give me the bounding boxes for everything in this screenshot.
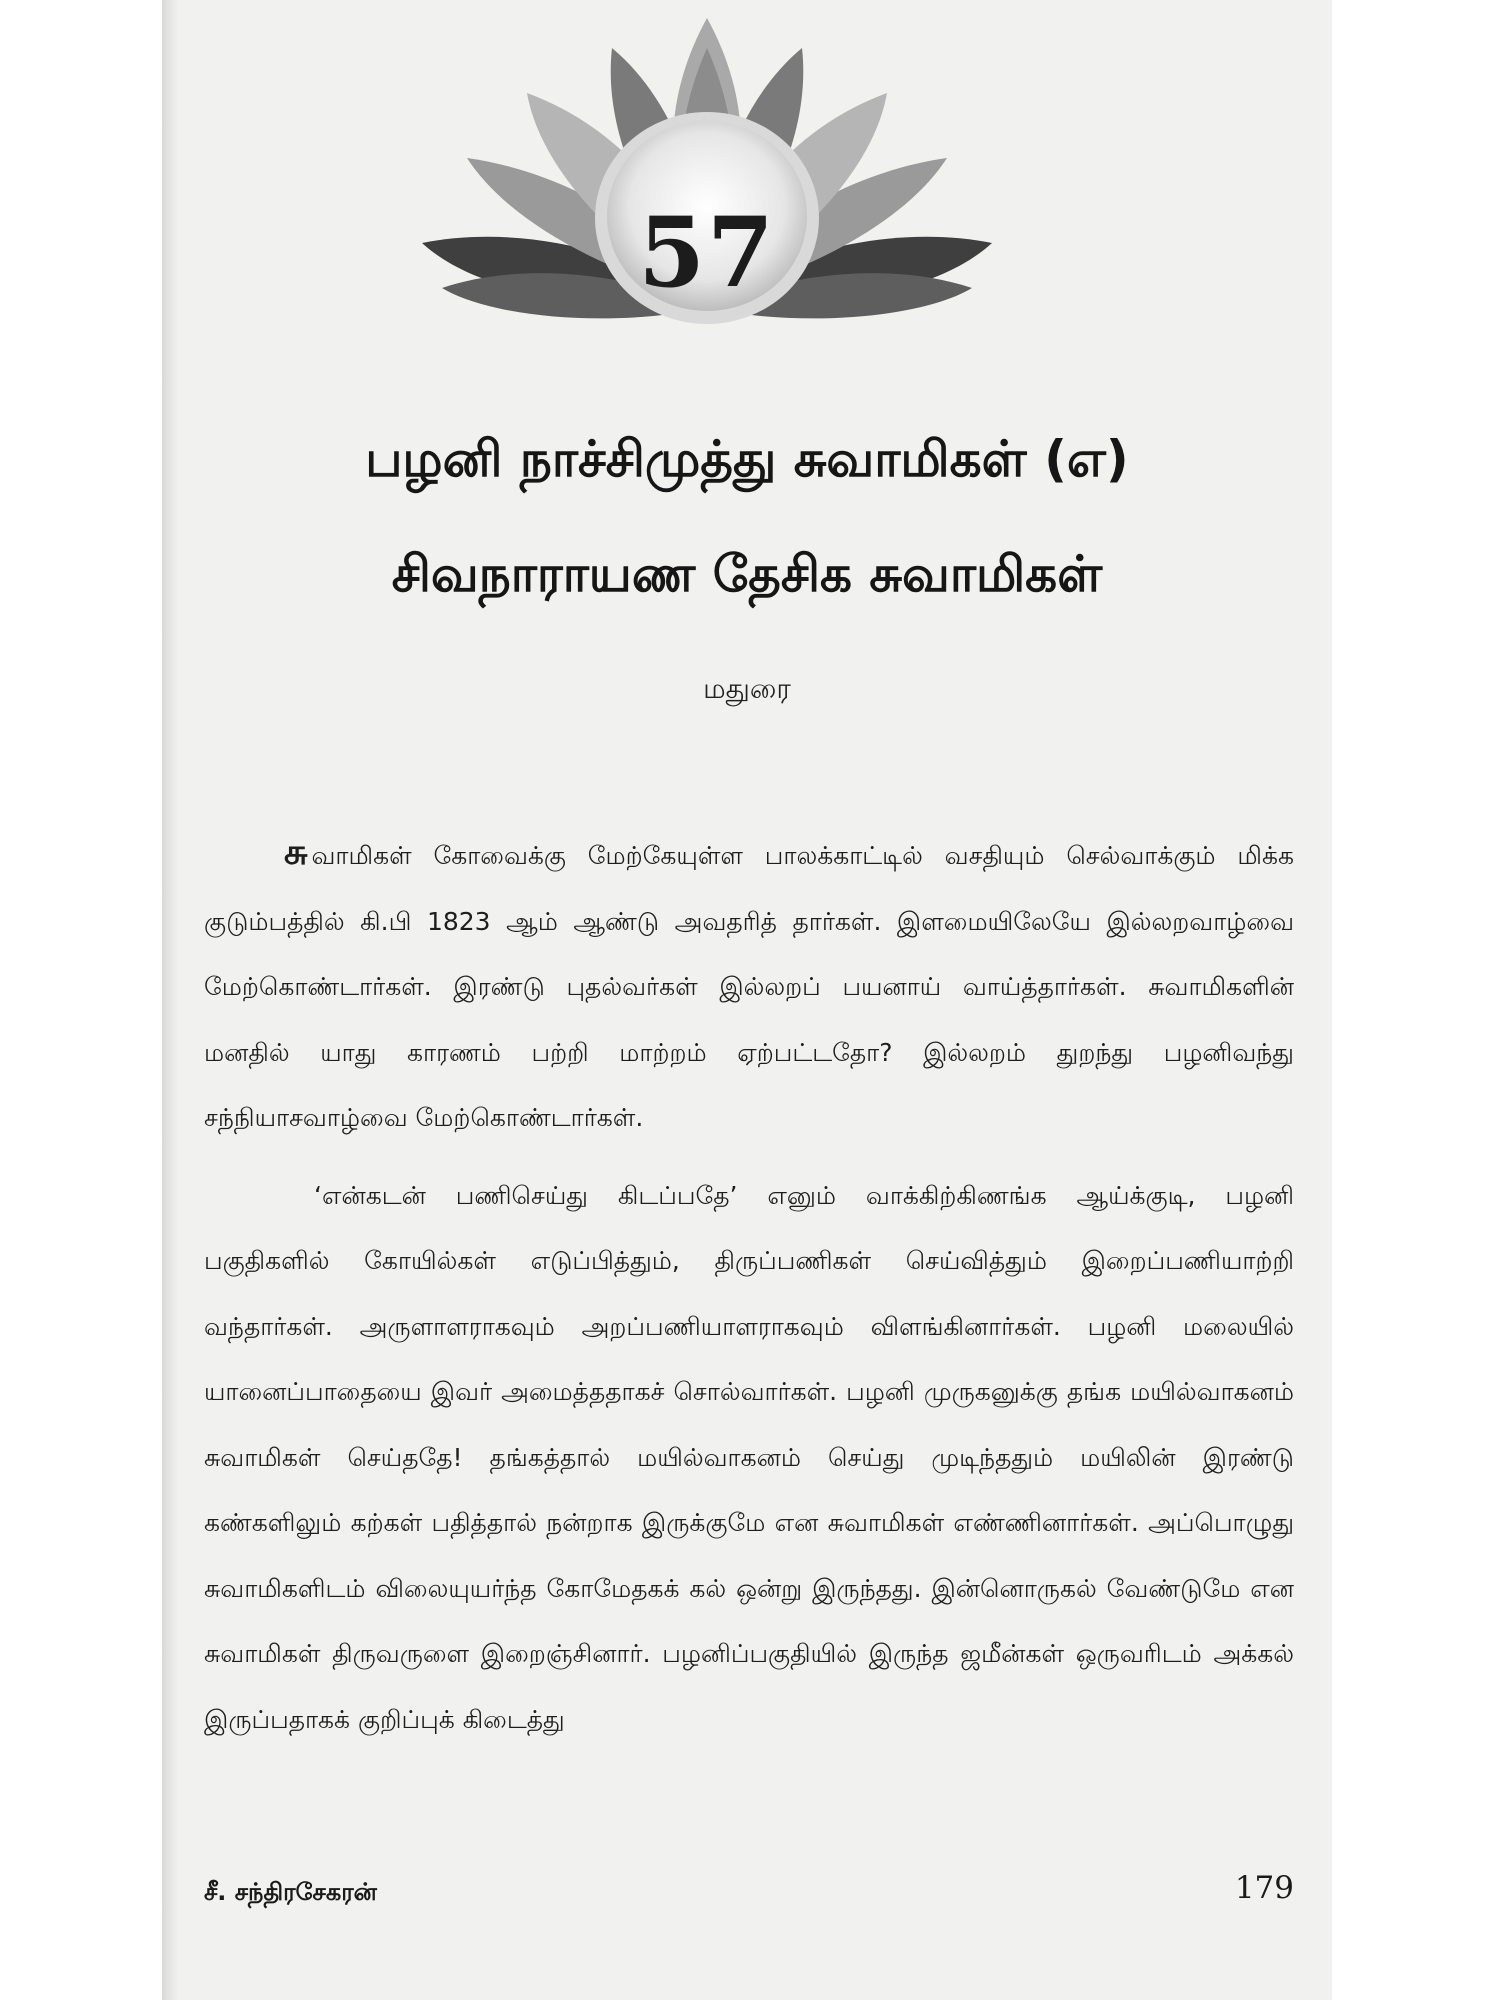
book-page	[162, 0, 1332, 2000]
lotus-icon	[422, 8, 992, 378]
paragraph-2-text: ‘என்கடன் பணிசெய்து கிடப்பதே’ எனும் வாக்கிற்கிணங்க ஆய்க்குடி, பழனி பகுதிகளில் கோயில்கள் எடுப்பித்தும், திருப்பணிகள் செய்வித்தும் இறைப்பணியாற்றி வந்தார்கள். அருளாளராகவும் அறப்பணியாளராகவும் விளங்கினார்கள். பழனி மலையில் யானைப்பாதையை இவர் அமைத்ததாகச் சொல்வார்கள். பழனி முருகனுக்கு தங்க மயில்வாகனம் சுவாமிகள் செய்ததே! தங்கத்தால் மயில்வாகனம் செய்து முடிந்ததும் மயிலின் இரண்டு கண்களிலும் கற்கள் பதித்தால் நன்றாக இருக்குமே என சுவாமிகள் எண்ணினார்கள். அப்பொழுது சுவாமிகளிடம் விலையுயர்ந்த கோமேதகக் கல் ஒன்று இருந்தது. இன்னொருகல் வேண்டுமே என சுவாமிகள் திருவருளை இறைஞ்சினார். பழனிப்பகுதியில் இருந்த ஜமீன்கள் ஒருவரிடம் அக்கல் இருப்பதாகக் குறிப்புக் கிடைத்து	[204, 1180, 1294, 1734]
chapter-body	[204, 820, 1294, 1764]
paragraph-1-text: வாமிகள் கோவைக்கு மேற்கேயுள்ள பாலக்காட்டில் வசதியும் செல்வாக்கும் மிக்க குடும்பத்தில் கி.பி 1823 ஆம் ஆண்டு அவதரித் தார்கள். இளமையிலேயே இல்லறவாழ்வை மேற்கொண்டார்கள். இரண்டு புதல்வர்கள் இல்லறப் பயனாய் வாய்த்தார்கள். சுவாமிகளின் மனதில் யாது காரணம் பற்றி மாற்றம் ஏற்பட்டதோ? இல்லறம் துறந்து பழனிவந்து சந்நியாசவாழ்வை மேற்கொண்டார்கள்.	[204, 841, 1294, 1132]
chapter-number: 57	[638, 196, 776, 309]
chapter-location: மதுரை	[703, 672, 791, 705]
body-paragraph-2	[204, 1163, 1294, 1753]
chapter-title-line-1: பழனி நாச்சிமுத்து சுவாமிகள் (எ)	[365, 430, 1129, 488]
page-number: 179	[1234, 1870, 1294, 1906]
drop-cap: சு	[284, 832, 308, 873]
body-paragraph-1	[204, 820, 1294, 1151]
footer-author: சீ. சந்திரசேகரன்	[204, 1878, 377, 1906]
chapter-title-line-2: சிவநாராயண தேசிக சுவாமிகள்	[391, 545, 1103, 603]
